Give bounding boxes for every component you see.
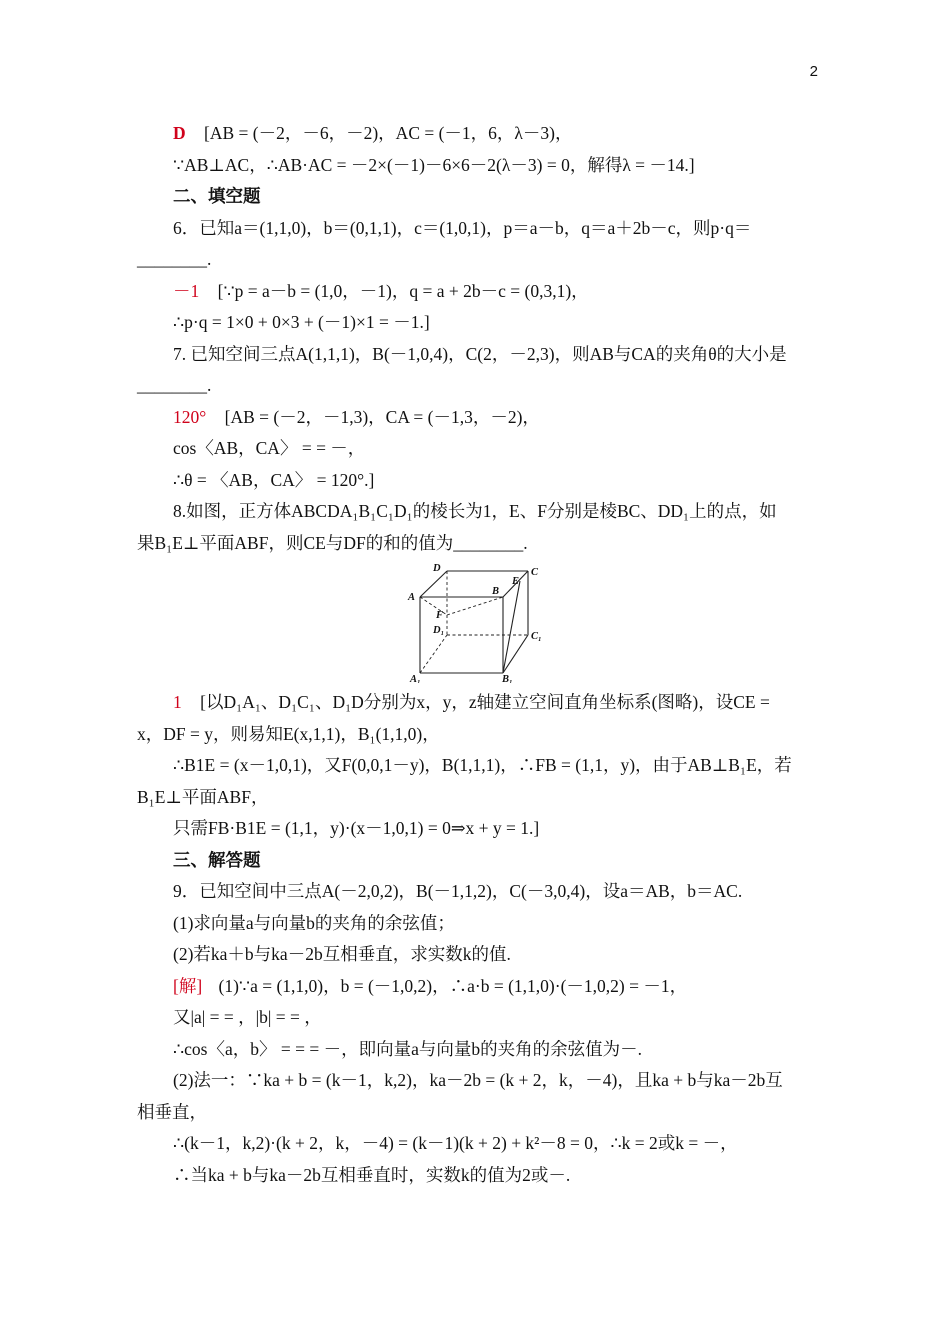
q8-answer-line-4: B₁E⊥平面ABF， — [137, 786, 269, 807]
q8-answer-line-3: ∴B1E = (x－1,0,1)，又F(0,0,1－y)，B(1,1,1)，∴FB = (1,1，y)，由于AB⊥B₁E，若 — [173, 755, 792, 775]
q6-blank-line: ________. — [137, 249, 212, 269]
answer-text: [以D₁A₁、D₁C₁、D₁D分别为x，y，z轴建立空间直角坐标系(图略)，设CE = — [200, 692, 770, 712]
q9-question-line-3: (2)若ka＋b与ka－2b互相垂直，求实数k的值. — [173, 944, 511, 964]
label-D: D — [433, 563, 441, 574]
q8-answer-line-1 — [137, 687, 815, 719]
q6-question-line: 6．已知a＝(1,1,0)，b＝(0,1,1)，c＝(1,0,1)，p＝a－b，q＝a＋2b－c，则p·q＝ — [173, 217, 752, 238]
label-D1: D₁ — [433, 625, 445, 636]
q9-solution-line-5: 相垂直， — [137, 1101, 207, 1122]
q7-blank-line: ________. — [137, 375, 212, 395]
q8-question-line-2: 果B₁E⊥平面ABF，则CE与DF的和的值为________. — [137, 532, 528, 553]
label-B1: B₁ — [502, 674, 513, 683]
solution-text: (1)∵a = (1,1,0)，b = (－1,0,2)，∴a·b = (1,1,0)·(－1,0,2) = －1， — [218, 975, 688, 996]
edge-A1D1-hidden — [420, 635, 447, 673]
label-C: C — [531, 567, 539, 578]
q8-answer-line-5: 只需FB·B1E = (1,1，y)·(x－1,0,1) = 0⇒x + y = 1.] — [173, 818, 540, 838]
cube-diagram — [406, 563, 546, 683]
cube-figure — [137, 559, 815, 687]
q9-solution-line-7: ∴当ka + b与ka－2b互相垂直时，实数k的值为2或－. — [173, 1164, 571, 1185]
q5-answer-line-1 — [137, 118, 815, 150]
q9-question-line-2: (1)求向量a与向量b的夹角的余弦值； — [173, 912, 455, 933]
q7-answer-line-3: ∴θ = 〈AB，CA〉 = 120°.] — [173, 469, 375, 490]
answer-text: [∵p = a－b = (1,0，－1)，q = a + 2b－c = (0,3,1)， — [217, 280, 589, 301]
segment-FB-hidden — [447, 597, 503, 615]
section-heading-fill-in: 二、填空题 — [173, 186, 261, 206]
label-A: A — [408, 592, 416, 603]
q8-question-line-1: 8.如图，正方体ABCDA₁B₁C₁D₁的棱长为1，E、F分别是棱BC、DD₁上的点，如 — [173, 501, 777, 521]
label-E: E — [512, 576, 520, 587]
page-number: 2 — [809, 63, 818, 80]
q7-answer-line-1 — [137, 402, 815, 434]
q5-answer-line-2: ∵AB⊥AC，∴AB·AC = －2×(－1)－6×6－2(λ－3) = 0，解得λ = －14.] — [173, 154, 695, 175]
q9-solution-line-4: (2)法一：∵ka + b = (k－1，k,2)，ka－2b = (k + 2，k，－4)，且ka + b与ka－2b互 — [173, 1070, 783, 1090]
q6-answer-line-2: ∴p·q = 1×0 + 0×3 + (－1)×1 = －1.] — [173, 312, 430, 332]
q9-solution-line-1 — [137, 971, 815, 1003]
section-heading-solutions: 三、解答题 — [173, 849, 261, 870]
q9-question-line-1: 9．已知空间中三点A(－2,0,2)，B(－1,1,2)，C(－3,0,4)，设a＝AB，b＝AC. — [173, 881, 743, 901]
label-B: B — [492, 586, 500, 597]
answer-label: －1 — [173, 280, 200, 301]
answer-text: [AB = (－2，－1,3)，CA = (－1,3，－2)， — [224, 406, 540, 427]
q9-solution-line-6: ∴(k－1，k,2)·(k + 2，k，－4) = (k－1)(k + 2) + k²－8 = 0，∴k = 2或k = －， — [173, 1133, 738, 1153]
q7-answer-line-2: cos〈AB，CA〉 = = －， — [173, 438, 366, 458]
q6-answer-line-1 — [137, 276, 815, 308]
edge-AD — [420, 571, 447, 597]
q7-question-line: 7. 已知空间三点A(1,1,1)，B(－1,0,4)，C(2，－2,3)，则AB与CA的夹角θ的大小是 — [173, 343, 787, 364]
answer-label: D — [173, 123, 186, 143]
label-C1: C₁ — [531, 631, 542, 642]
q9-solution-line-2: 又|a| = = ，|b| = = ， — [173, 1007, 322, 1027]
answer-label: 1 — [173, 692, 182, 712]
document-body — [137, 118, 815, 1191]
answer-text: [AB = (－2，－6，－2)，AC = (－1，6，λ－3)， — [204, 123, 573, 143]
answer-label: 120° — [173, 406, 207, 427]
solution-label: [解] — [173, 975, 203, 996]
label-A1: A₁ — [410, 674, 421, 683]
q8-answer-line-2: x，DF = y，则易知E(x,1,1)，B₁(1,1,0)， — [137, 723, 440, 744]
label-F: F — [436, 610, 444, 621]
q9-solution-line-3: ∴cos〈a，b〉 = = = －，即向量a与向量b的夹角的余弦值为－. — [173, 1038, 642, 1059]
